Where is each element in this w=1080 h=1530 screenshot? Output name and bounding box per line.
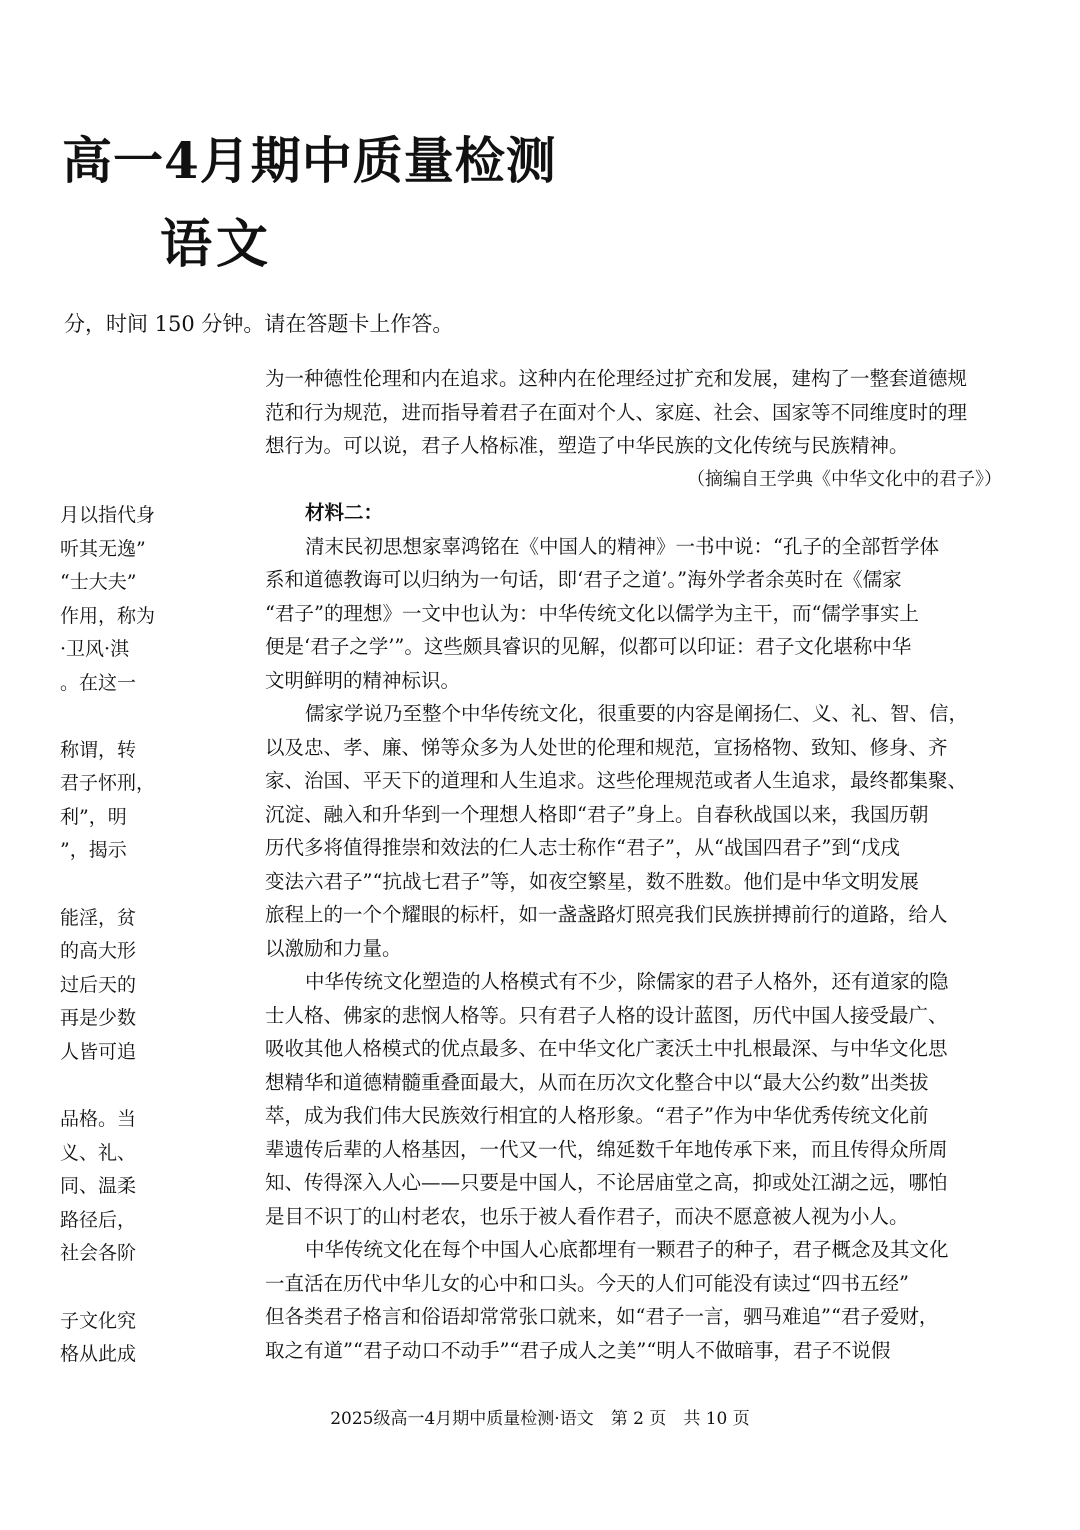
text-line: 想行为。可以说，君子人格标准，塑造了中华民族的文化传统与民族精神。 xyxy=(265,434,909,457)
text-line: 中华传统文化塑造的人格模式有不少，除儒家的君子人格外，还有道家的隐 xyxy=(305,970,949,993)
text-line: 想精华和道德精髓重叠面最大，从而在历次文化整合中以“最大公约数”出类拔 xyxy=(265,1070,929,1094)
left-fragment-line: 称谓，转 xyxy=(60,739,137,761)
text-line: 取之有道”“君子动口不动手”“君子成人之美”“明人不做暗事，君子不说假 xyxy=(265,1338,891,1362)
left-fragment-line: 义、礼、 xyxy=(60,1142,137,1164)
left-fragment-line: 人皆可追 xyxy=(60,1041,137,1063)
text-line: 以激励和力量。 xyxy=(265,936,402,960)
left-fragment-line: 能淫，贫 xyxy=(60,907,137,929)
text-line: 范和行为规范，进而指导着君子在面对个人、家庭、社会、国家等不同维度时的理 xyxy=(265,400,968,424)
page-footer: 2025级高一4月期中质量检测·语文 第 2 页 共 10 页 xyxy=(330,1409,750,1429)
text-line: 士人格、佛家的悲悯人格等。只有君子人格的设计蓝图，历代中国人接受最广、 xyxy=(265,1003,948,1027)
intro-paragraph xyxy=(265,362,1010,463)
text-line: 中华传统文化在每个中国人心底都埋有一颗君子的种子，君子概念及其文化 xyxy=(305,1238,949,1261)
text-line: 旅程上的一个个耀眼的标杆，如一盏盏路灯照亮我们民族拼搏前行的道路，给人 xyxy=(265,903,948,926)
text-line: 为一种德性伦理和内在追求。这种内在伦理经过扩充和发展，建构了一整套道德规 xyxy=(265,367,968,390)
main-text-column xyxy=(265,362,1010,1367)
paragraph-4 xyxy=(265,1233,1010,1367)
text-line: 清末民初思想家辜鸿铭在《中国人的精神》一书中说：“孔子的全部哲学体 xyxy=(305,534,939,558)
paragraph-3 xyxy=(265,965,1010,1233)
left-fragment-line: 听其无逸” xyxy=(60,538,146,560)
paragraph-1 xyxy=(265,530,1010,698)
exam-title: 高一4月期中质量检测 xyxy=(62,131,557,190)
left-fragment-line: 月以指代身 xyxy=(60,504,156,526)
text-line: 历代多将值得推崇和效法的仁人志士称作“君子”，从“战国四君子”到“戊戌 xyxy=(265,836,900,859)
left-fragment-line: ·卫风·淇 xyxy=(60,638,130,660)
text-line: 沉淀、融入和升华到一个理想人格即“君子”身上。自春秋战国以来，我国历朝 xyxy=(265,802,929,826)
subject-title: 语文 xyxy=(160,214,273,275)
text-line: 是目不识丁的山村老农，也乐于被人看作君子，而决不愿意被人视为小人。 xyxy=(265,1204,909,1228)
text-line: 家、治国、平天下的道理和人生追求。这些伦理规范或者人生追求，最终都集聚、 xyxy=(265,769,968,792)
text-line: 文明鲜明的精神标识。 xyxy=(265,668,461,692)
text-line: 萃，成为我们伟大民族效行相宜的人格形象。“君子”作为中华优秀传统文化前 xyxy=(265,1104,929,1127)
text-line: 知、传得深入人心——只要是中国人，不论居庙堂之高，抑或处江湖之远，哪怕 xyxy=(265,1171,948,1194)
left-fragment-line: “士大夫” xyxy=(60,571,137,593)
text-line: 系和道德教诲可以归纳为一句话，即‘君子之道’。”海外学者余英时在《儒家 xyxy=(265,568,902,591)
section-heading: 材料二： xyxy=(305,501,384,524)
left-fragment-line: 再是少数 xyxy=(60,1007,137,1029)
text-line: 但各类君子格言和俗语却常常张口就来，如“君子一言，驷马难追”“君子爱财， xyxy=(265,1305,939,1328)
left-fragment-line: 同、温柔 xyxy=(60,1175,137,1197)
source-citation: （摘编自王学典《中华文化中的君子》） xyxy=(687,468,1002,490)
left-fragment-line: 作用，称为 xyxy=(60,605,156,627)
text-line: 儒家学说乃至整个中华传统文化，很重要的内容是阐扬仁、义、礼、智、信， xyxy=(305,702,969,725)
text-line: 吸收其他人格模式的优点最多、在中华文化广袤沃土中扎根最深、与中华文化思 xyxy=(265,1037,948,1060)
text-line: 辈遗传后辈的人格基因，一代又一代，绵延数千年地传承下来，而且传得众所周 xyxy=(265,1137,948,1161)
text-line: “君子”的理想》一文中也认为：中华传统文化以儒学为主干，而“儒学事实上 xyxy=(265,601,919,625)
left-fragment-line: 的高大形 xyxy=(60,940,137,962)
left-fragment-line: 社会各阶 xyxy=(60,1242,137,1264)
left-fragment-line: 品格。当 xyxy=(60,1108,137,1130)
left-fragment-line: 格从此成 xyxy=(60,1343,137,1365)
left-fragment-line: 。在这一 xyxy=(60,672,137,694)
left-fragment-line: 子文化究 xyxy=(60,1310,137,1332)
text-line: 便是‘君子之学’”。这些颇具睿识的见解，似都可以印证：君子文化堪称中华 xyxy=(265,635,912,658)
exam-instructions: 分，时间 150 分钟。请在答题卡上作答。 xyxy=(64,312,454,336)
text-line: 变法六君子”“抗战七君子”等，如夜空繁星，数不胜数。他们是中华文明发展 xyxy=(265,869,919,893)
text-line: 一直活在历代中华儿女的心中和口头。今天的人们可能没有读过“四书五经” xyxy=(265,1271,909,1295)
text-line: 以及忠、孝、廉、悌等众多为人处世的伦理和规范，宣扬格物、致知、修身、齐 xyxy=(265,735,948,759)
left-fragment-line: ”，揭示 xyxy=(60,839,127,861)
left-fragment-line: 利”，明 xyxy=(60,806,127,828)
left-fragment-line: 过后天的 xyxy=(60,974,137,996)
paragraph-2 xyxy=(265,697,1010,965)
left-fragment-line: 君子怀刑， xyxy=(60,772,156,794)
left-fragment-line: 路径后， xyxy=(60,1209,137,1231)
